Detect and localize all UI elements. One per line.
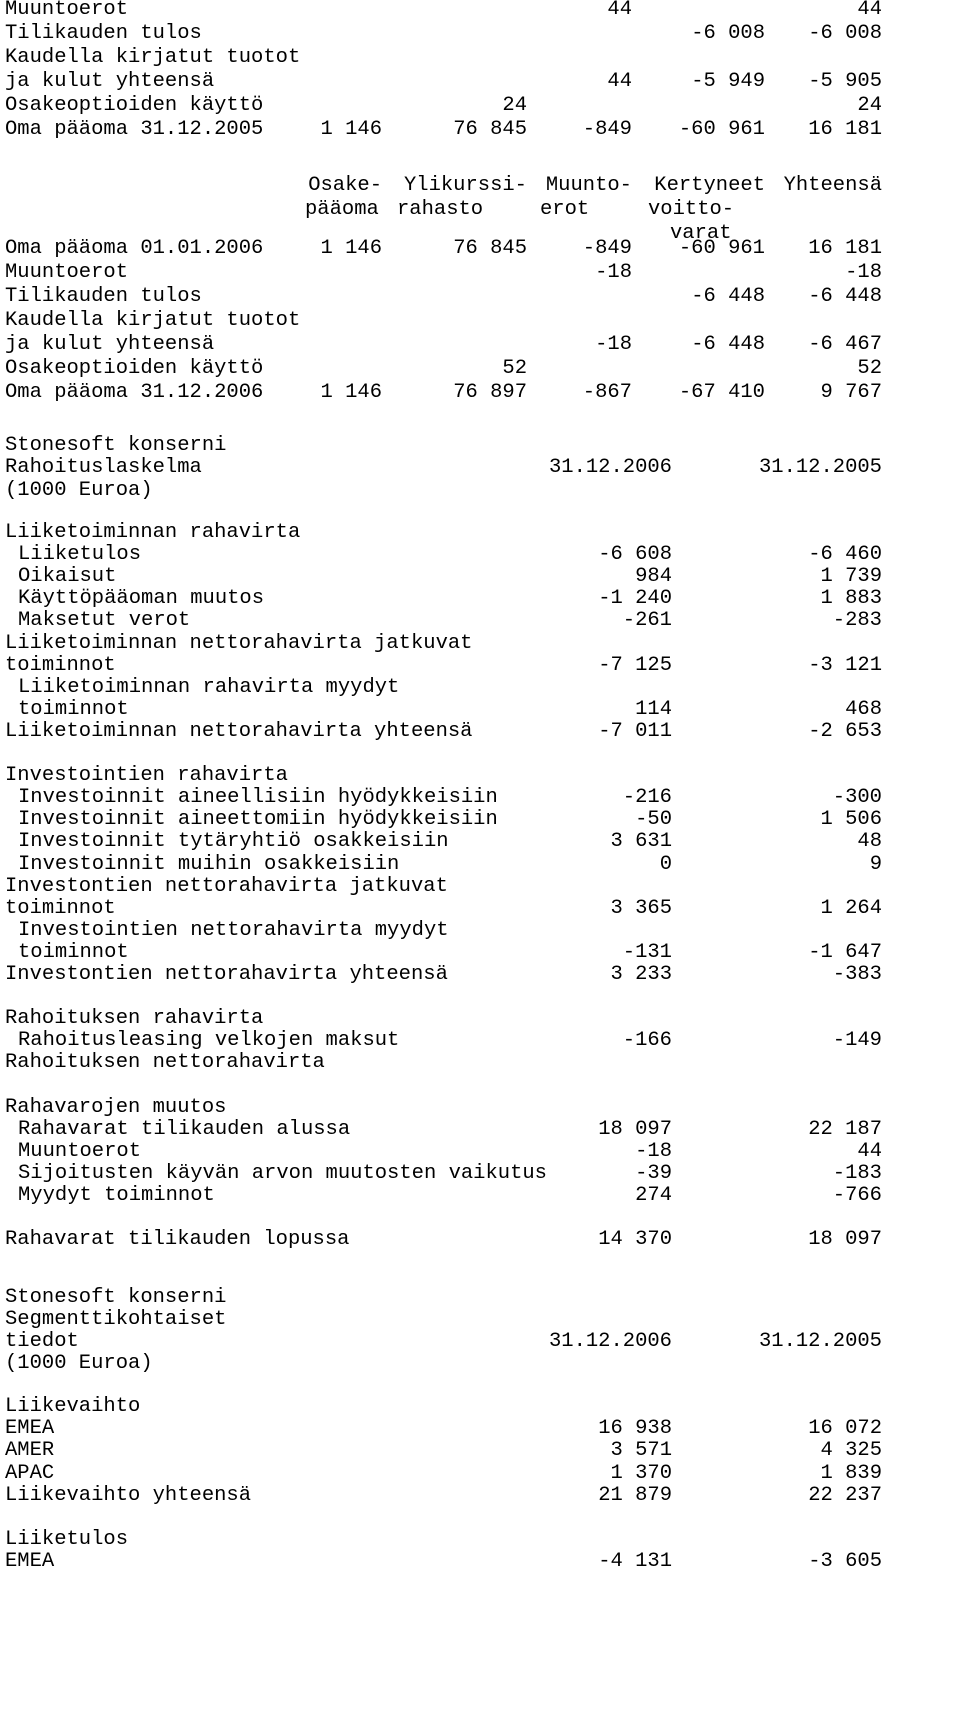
- equity-header-1: pääoma: [305, 198, 379, 221]
- equity-header-2: Ylikurssi-: [403, 174, 527, 197]
- segments-row-label: EMEA: [5, 1550, 55, 1574]
- segments-value-2006: 1 370: [610, 1461, 672, 1485]
- equity-2005-cell-kert: -6 008: [691, 22, 765, 45]
- equity-2005-cell-ylik: 76 845: [453, 118, 527, 141]
- equity-2005-cell-ylik: 24: [502, 94, 527, 117]
- segments-col2-header: 31.12.2005: [758, 1330, 882, 1353]
- cashflow-value-2005: -183: [832, 1161, 882, 1185]
- cashflow-value-2006: -166: [622, 1029, 672, 1053]
- cashflow-row-label: Investoinnit muihin osakkeisiin: [18, 852, 400, 876]
- equity-2006-row-label: Oma pääoma 01.01.2006: [5, 237, 264, 260]
- equity-2005-cell-osake: 1 146: [320, 118, 382, 141]
- cashflow-value-2006: 274: [635, 1184, 672, 1207]
- cashflow-title: Rahoituslaskelma: [5, 456, 202, 479]
- cashflow-value-2005: -3 121: [808, 653, 882, 677]
- cashflow-row-label: Rahoitusleasing velkojen maksut: [18, 1029, 400, 1053]
- equity-2005-row-label: Oma pääoma 31.12.2005: [5, 118, 264, 141]
- cashflow-row-label: Investontien nettorahavirta yhteensä: [5, 963, 448, 986]
- segments-row-label: Liiketulos: [5, 1528, 129, 1552]
- cashflow-value-2005: 468: [845, 697, 882, 721]
- cashflow-value-2005: 48: [857, 830, 882, 854]
- equity-2006-cell-ylik: 76 897: [453, 381, 527, 404]
- equity-2005-cell-muunto: 44: [607, 70, 632, 93]
- equity-2006-cell-muunto: -849: [582, 237, 632, 260]
- cashflow-value-2006: -1 240: [598, 587, 672, 611]
- cashflow-unit: (1000 Euroa): [5, 479, 153, 502]
- cashflow-row-label: Rahoituksen rahavirta: [5, 1007, 264, 1031]
- equity-2006-cell-muunto: -18: [595, 333, 632, 356]
- cashflow-value-2005: -383: [832, 963, 882, 986]
- cashflow-row-label: Rahavarojen muutos: [5, 1095, 227, 1119]
- segments-unit: (1000 Euroa): [5, 1352, 153, 1375]
- cashflow-row-label: toiminnot: [5, 896, 116, 920]
- cashflow-value-2006: 114: [635, 697, 672, 721]
- equity-2005-row-label: Osakeoptioiden käyttö: [5, 94, 264, 117]
- cashflow-value-2006: -50: [635, 808, 672, 832]
- segments-value-2006: 3 571: [610, 1439, 672, 1463]
- cashflow-row-label: Käyttöpääoman muutos: [18, 587, 265, 611]
- equity-2005-cell-yht: 16 181: [808, 118, 882, 141]
- cashflow-row-label: Investoinnit aineellisiin hyödykkeisiin: [18, 786, 498, 810]
- equity-2006-row-label: Tilikauden tulos: [5, 285, 202, 308]
- cashflow-row-label: Liiketoiminnan rahavirta: [5, 521, 301, 544]
- equity-2006-cell-ylik: 52: [502, 357, 527, 380]
- equity-2005-cell-yht: -6 008: [808, 22, 882, 45]
- cashflow-row-label: toiminnot: [18, 697, 129, 721]
- cashflow-value-2005: 18 097: [808, 1228, 882, 1252]
- equity-header-4: voitto-: [648, 198, 735, 221]
- cashflow-value-2006: -7 125: [598, 653, 672, 677]
- cashflow-value-2006: -131: [622, 940, 672, 964]
- cashflow-row-label: Myydyt toiminnot: [18, 1184, 215, 1207]
- cashflow-value-2005: 1 264: [820, 896, 882, 920]
- segments-company: Stonesoft konserni: [5, 1286, 227, 1309]
- segments-value-2005: 4 325: [820, 1439, 882, 1463]
- cashflow-value-2005: 1 506: [820, 808, 882, 832]
- equity-2006-cell-yht: -18: [845, 261, 882, 284]
- cashflow-row-label: Sijoitusten käyvän arvon muutosten vaikutus: [18, 1161, 547, 1185]
- equity-2005-cell-yht: 44: [857, 0, 882, 21]
- segments-value-2005: 1 839: [820, 1461, 882, 1485]
- cashflow-row-label: Investoinnit aineettomiin hyödykkeisiin: [18, 808, 498, 832]
- equity-2006-cell-yht: 16 181: [808, 237, 882, 260]
- cashflow-row-label: Rahavarat tilikauden alussa: [18, 1117, 351, 1141]
- cashflow-row-label: Maksetut verot: [18, 609, 191, 633]
- cashflow-value-2006: -6 608: [598, 543, 672, 567]
- segments-row-label: APAC: [5, 1461, 55, 1485]
- cashflow-row-label: Oikaisut: [18, 565, 117, 589]
- cashflow-row-label: Liiketoiminnan nettorahavirta yhteensä: [5, 719, 473, 743]
- segments-row-label: AMER: [5, 1439, 55, 1463]
- cashflow-value-2005: -149: [832, 1029, 882, 1053]
- equity-header-3: Muunto-: [545, 174, 632, 197]
- equity-2006-row-label: Kaudella kirjatut tuotot: [5, 309, 301, 332]
- equity-2006-cell-kert: -60 961: [678, 237, 765, 260]
- equity-2005-row-label: Kaudella kirjatut tuotot: [5, 46, 301, 69]
- cashflow-company: Stonesoft konserni: [5, 434, 227, 457]
- equity-2006-cell-yht: -6 467: [808, 333, 882, 356]
- equity-2006-row-label: Oma pääoma 31.12.2006: [5, 381, 264, 404]
- equity-2006-cell-osake: 1 146: [320, 237, 382, 260]
- cashflow-value-2005: -2 653: [808, 719, 882, 743]
- cashflow-value-2005: -300: [832, 786, 882, 810]
- cashflow-value-2005: 22 187: [808, 1117, 882, 1141]
- segments-title-line2: tiedot: [5, 1330, 79, 1353]
- cashflow-value-2005: 1 739: [820, 565, 882, 589]
- segments-value-2005: -3 605: [808, 1550, 882, 1574]
- equity-2005-cell-yht: 24: [857, 94, 882, 117]
- equity-2006-cell-yht: -6 448: [808, 285, 882, 308]
- equity-2006-cell-osake: 1 146: [320, 381, 382, 404]
- equity-header-4: varat: [670, 222, 732, 245]
- equity-2006-cell-yht: 52: [857, 357, 882, 380]
- equity-2006-cell-muunto: -867: [582, 381, 632, 404]
- cashflow-value-2006: -216: [622, 786, 672, 810]
- cashflow-value-2006: -261: [622, 609, 672, 633]
- cashflow-value-2005: -1 647: [808, 940, 882, 964]
- equity-header-5: Yhteensä: [783, 174, 882, 197]
- segments-value-2005: 16 072: [808, 1417, 882, 1441]
- cashflow-row-label: Rahoituksen nettorahavirta: [5, 1051, 325, 1075]
- equity-2005-cell-kert: -5 949: [691, 70, 765, 93]
- segments-row-label: Liikevaihto: [5, 1395, 141, 1418]
- equity-2006-row-label: Osakeoptioiden käyttö: [5, 357, 264, 380]
- cashflow-value-2005: 1 883: [820, 587, 882, 611]
- equity-2006-cell-kert: -67 410: [678, 381, 765, 404]
- equity-2006-row-label: ja kulut yhteensä: [5, 333, 215, 356]
- equity-header-3: erot: [540, 198, 590, 221]
- cashflow-value-2006: 14 370: [598, 1228, 672, 1252]
- equity-2006-cell-kert: -6 448: [691, 285, 765, 308]
- cashflow-row-label: Investoinnit tytäryhtiö osakkeisiin: [18, 830, 449, 854]
- cashflow-value-2006: -18: [635, 1139, 672, 1163]
- segments-title-line1: Segmenttikohtaiset: [5, 1308, 227, 1331]
- cashflow-value-2006: 3 365: [610, 896, 672, 920]
- cashflow-value-2005: -766: [832, 1184, 882, 1207]
- equity-2005-row-label: Tilikauden tulos: [5, 22, 202, 45]
- equity-2006-cell-yht: 9 767: [820, 381, 882, 404]
- cashflow-value-2006: 984: [635, 565, 672, 589]
- equity-2006-cell-ylik: 76 845: [453, 237, 527, 260]
- cashflow-col2-header: 31.12.2005: [758, 456, 882, 479]
- cashflow-row-label: Investointien rahavirta: [5, 764, 288, 788]
- cashflow-value-2005: 44: [857, 1139, 882, 1163]
- equity-2006-cell-kert: -6 448: [691, 333, 765, 356]
- cashflow-row-label: Liiketoiminnan nettorahavirta jatkuvat: [5, 631, 473, 655]
- equity-2006-row-label: Muuntoerot: [5, 261, 129, 284]
- cashflow-value-2005: -6 460: [808, 543, 882, 567]
- cashflow-row-label: toiminnot: [18, 940, 129, 964]
- segments-row-label: Liikevaihto yhteensä: [5, 1483, 252, 1507]
- cashflow-value-2006: 0: [659, 852, 672, 876]
- equity-2005-cell-muunto: 44: [607, 0, 632, 21]
- cashflow-row-label: Investointien nettorahavirta myydyt: [18, 918, 449, 942]
- cashflow-row-label: Liiketulos: [18, 543, 142, 567]
- cashflow-value-2006: -7 011: [598, 719, 672, 743]
- equity-header-1: Osake-: [308, 174, 382, 197]
- cashflow-row-label: Liiketoiminnan rahavirta myydyt: [18, 675, 400, 699]
- equity-2005-cell-yht: -5 905: [808, 70, 882, 93]
- segments-value-2006: 21 879: [598, 1483, 672, 1507]
- equity-header-4: Kertyneet: [654, 174, 765, 197]
- cashflow-col1-header: 31.12.2006: [548, 456, 672, 479]
- cashflow-value-2006: 18 097: [598, 1117, 672, 1141]
- segments-value-2005: 22 237: [808, 1483, 882, 1507]
- cashflow-row-label: Investontien nettorahavirta jatkuvat: [5, 874, 448, 898]
- cashflow-value-2006: -39: [635, 1161, 672, 1185]
- equity-2006-cell-muunto: -18: [595, 261, 632, 284]
- equity-2005-cell-muunto: -849: [582, 118, 632, 141]
- cashflow-value-2005: 9: [869, 852, 882, 876]
- cashflow-value-2006: 3 233: [610, 963, 672, 986]
- cashflow-value-2005: -283: [832, 609, 882, 633]
- equity-2005-cell-kert: -60 961: [678, 118, 765, 141]
- segments-value-2006: -4 131: [598, 1550, 672, 1574]
- segments-row-label: EMEA: [5, 1417, 55, 1441]
- cashflow-row-label: Rahavarat tilikauden lopussa: [5, 1228, 350, 1252]
- segments-value-2006: 16 938: [598, 1417, 672, 1441]
- equity-2005-row-label: Muuntoerot: [5, 0, 129, 21]
- equity-header-2: rahasto: [397, 198, 484, 221]
- cashflow-row-label: Muuntoerot: [18, 1139, 142, 1163]
- cashflow-row-label: toiminnot: [5, 653, 116, 677]
- cashflow-value-2006: 3 631: [610, 830, 672, 854]
- equity-2005-row-label: ja kulut yhteensä: [5, 70, 215, 93]
- segments-col1-header: 31.12.2006: [548, 1330, 672, 1353]
